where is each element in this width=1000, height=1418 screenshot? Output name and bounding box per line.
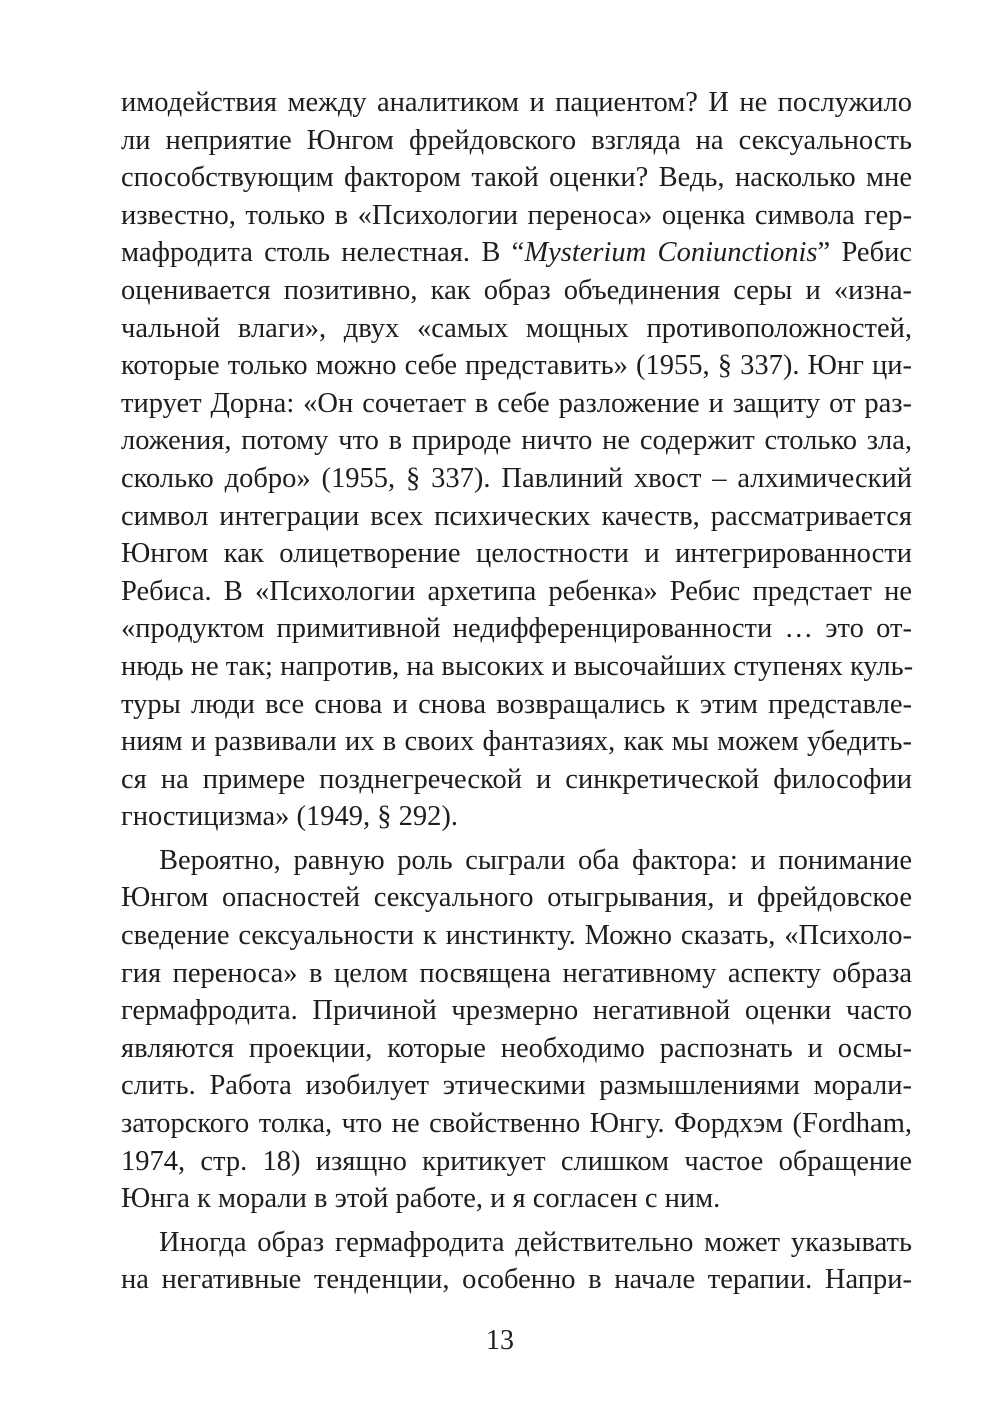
text-segment: мафродита столь нелестная. В “ bbox=[121, 237, 525, 269]
text-line: имодействия между аналитиком и пациентом? И не послужило bbox=[121, 87, 912, 118]
page-number: 13 bbox=[486, 1325, 514, 1356]
text-line: заторского толка, что не свойственно Юнгу. Фордхэм (Fordham, bbox=[121, 1108, 912, 1140]
text-line: символ интеграции всех психических качеств, рассматривается bbox=[121, 500, 912, 532]
text-line: ли неприятие Юнгом фрейдовского взгляда на сексуальность bbox=[121, 124, 912, 156]
paragraph bbox=[121, 84, 912, 836]
text-line: Юнга к морали в этой работе, и я согласен с ним. bbox=[121, 1183, 721, 1215]
text-line: ниям и развивали их в своих фантазиях, как мы можем убедить- bbox=[121, 726, 912, 758]
text-line: являются проекции, которые необходимо распознать и осмы- bbox=[121, 1032, 912, 1064]
text-line: гностицизма» (1949, § 292). bbox=[121, 801, 458, 833]
text-line: на негативные тенденции, особенно в начале терапии. Напри- bbox=[121, 1264, 912, 1296]
text-line: гия переноса» в целом посвящена негативному аспекту образа bbox=[121, 957, 912, 989]
text-line: Вероятно, равную роль сыграли оба фактора: и понимание bbox=[159, 844, 912, 876]
text-segment: ” Ребис bbox=[817, 237, 912, 269]
text-line: ложения, потому что в природе ничто не содержит столько зла, bbox=[121, 425, 912, 457]
text-line: «продуктом примитивной недифференцированности … это от- bbox=[121, 613, 912, 645]
text-line: известно, только в «Психологии переноса» оценка символа гер- bbox=[121, 199, 912, 231]
text-line: 1974, стр. 18) изящно критикует слишком частое обращение bbox=[121, 1145, 912, 1177]
text-line: оценивается позитивно, как образ объединения серы и «изна- bbox=[121, 274, 912, 306]
text-line: сведение сексуальности к инстинкту. Можно сказать, «Психоло- bbox=[121, 920, 912, 952]
text-line: способствующим фактором такой оценки? Ведь, насколько мне bbox=[121, 162, 912, 194]
paragraph bbox=[121, 1224, 912, 1299]
text-line bbox=[121, 234, 912, 272]
body-text bbox=[121, 84, 912, 1299]
text-line: туры люди все снова и снова возвращались к этим представле- bbox=[121, 688, 912, 720]
text-line: Юнгом опасностей сексуального отыгрывания, и фрейдовское bbox=[121, 882, 912, 914]
italic-title: Mysterium Coniunctionis bbox=[524, 237, 818, 269]
text-line: Иногда образ гермафродита действительно может указывать bbox=[159, 1226, 912, 1258]
text-line: сколько добро» (1955, § 337). Павлиний хвост – алхимический bbox=[121, 462, 912, 494]
text-line: слить. Работа изобилует этическими размышлениями морали- bbox=[121, 1070, 912, 1102]
text-line: Ребиса. В «Психологии архетипа ребенка» Ребис предстает не bbox=[121, 575, 912, 607]
text-line: Юнгом как олицетворение целостности и интегрированности bbox=[121, 538, 912, 570]
text-line: чальной влаги», двух «самых мощных противоположностей, bbox=[121, 312, 912, 344]
text-line: тирует Дорна: «Он сочетает в себе разложение и защиту от раз- bbox=[121, 387, 912, 419]
text-line: которые только можно себе представить» (1955, § 337). Юнг ци- bbox=[121, 350, 912, 382]
paragraph bbox=[121, 842, 912, 1218]
text-line: нюдь не так; напротив, на высоких и высочайших ступенях куль- bbox=[121, 650, 914, 682]
text-line: гермафродита. Причиной чрезмерно негативной оценки часто bbox=[121, 995, 912, 1027]
text-line: ся на примере позднегреческой и синкретической философии bbox=[121, 763, 912, 795]
